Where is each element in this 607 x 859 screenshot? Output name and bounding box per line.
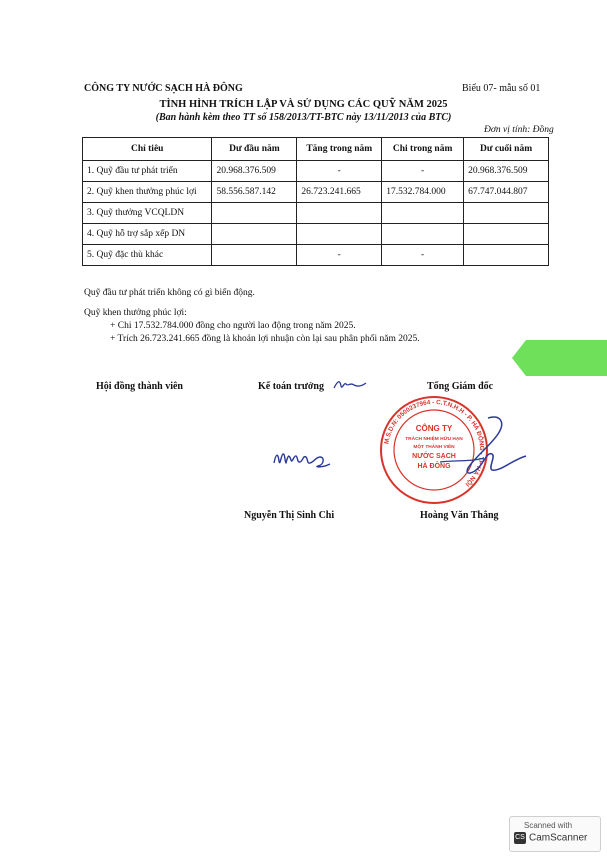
table-cell [212,245,297,266]
row-label: 1. Quỹ đầu tư phát triển [83,161,212,182]
column-header: Chỉ tiêu [83,138,212,161]
document-subtitle: (Ban hành kèm theo TT số 158/2013/TT-BTC này 13/11/2013 của BTC) [155,112,452,123]
table-row [83,245,549,266]
initials-signature [332,376,368,396]
document-title: TÌNH HÌNH TRÍCH LẬP VÀ SỬ DỤNG CÁC QUỸ NĂM 2025 [159,99,448,110]
table-cell [212,203,297,224]
role-general-director: Tổng Giám đốc [427,381,494,392]
table-cell: 26.723.241.665 [297,182,382,203]
camscanner-label [514,832,587,844]
table-cell: - [382,161,464,182]
currency-unit: Đơn vị tính: Đồng [484,125,554,135]
table-cell [464,224,549,245]
row-label: 3. Quỹ thưởng VCQLDN [83,203,212,224]
role-board-of-members: Hội đồng thành viên [96,381,183,392]
table-cell: 17.532.784.000 [382,182,464,203]
table-cell: - [297,161,382,182]
table-cell [297,224,382,245]
note-development-fund: Quỹ đầu tư phát triển không có gì biến động. [84,288,255,298]
stamp-line: NƯỚC SẠCH [412,453,456,460]
table-cell: 67.747.044.807 [464,182,549,203]
accountant-signature [270,445,340,473]
camscanner-app-name: CamScanner [529,832,588,844]
director-signature [430,412,530,492]
table-cell [464,245,549,266]
stamp-ring-text: M.S.D.N: 0500237964 - C.T.N.H.H - P. HÀ ĐÔNG - TP HÀ NỘI [383,398,486,488]
note-bullet: + Trích 26.723.241.665 đồng là khoản lợi nhuận còn lại sau phân phối năm 2025. [110,334,420,344]
stamp-line: TRÁCH NHIỆM HỮU HẠN [405,437,463,442]
accountant-name: Nguyễn Thị Sinh Chi [244,510,335,521]
scanned-with-label: Scanned with [524,821,573,830]
table-cell [212,224,297,245]
company-name: CÔNG TY NƯỚC SẠCH HÀ ĐÔNG [84,83,243,94]
table-row [83,203,549,224]
table-cell [382,203,464,224]
row-label: 2. Quỹ khen thưởng phúc lợi [83,182,212,203]
form-number: Biểu 07- mẫu số 01 [462,83,541,94]
table-cell [297,203,382,224]
table-cell: 20.968.376.509 [464,161,549,182]
funds-table [82,137,549,266]
director-name: Hoàng Văn Thắng [420,510,499,521]
row-label: 4. Quỹ hỗ trợ sắp xếp DN [83,224,212,245]
note-welfare-fund: Quỹ khen thưởng phúc lợi: [84,308,187,318]
stamp-line: CÔNG TY [415,424,453,433]
table-cell [464,203,549,224]
table-cell: - [297,245,382,266]
role-chief-accountant: Kế toán trưởng [258,381,324,392]
column-header: Chi trong năm [382,138,464,161]
table-cell [382,224,464,245]
camscanner-logo-icon: CS [514,832,526,844]
note-bullet: + Chi 17.532.784.000 đồng cho người lao động trong năm 2025. [110,321,356,331]
column-header: Dư đầu năm [212,138,297,161]
column-header: Dư cuối năm [464,138,549,161]
table-cell: 58.556.587.142 [212,182,297,203]
table-cell: - [382,245,464,266]
stamp-line: MỘT THÀNH VIÊN [413,445,455,450]
column-header: Tăng trong năm [297,138,382,161]
table-row [83,161,549,182]
table-row [83,182,549,203]
stamp-line: HÀ ĐÔNG [417,463,451,470]
table-cell: 20.968.376.509 [212,161,297,182]
table-row [83,224,549,245]
table-header-row [83,138,549,161]
row-label: 5. Quỹ đặc thù khác [83,245,212,266]
green-tab-marker [512,340,607,376]
